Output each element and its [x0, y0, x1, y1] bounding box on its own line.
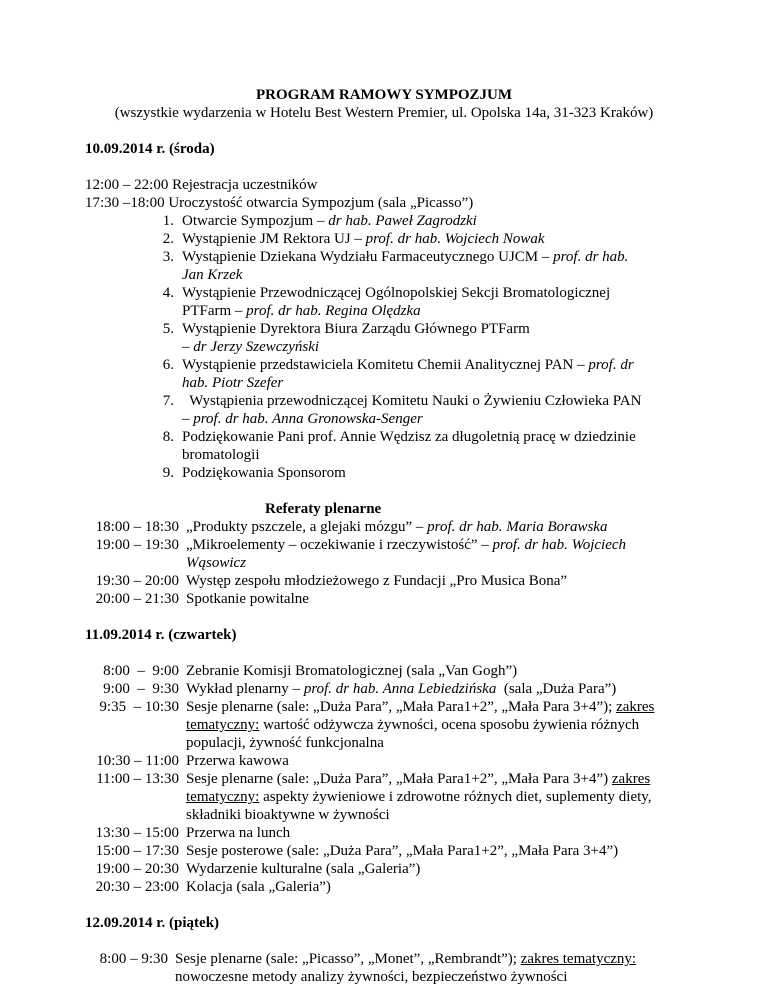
- list-number: 4.: [162, 285, 174, 301]
- plenary-item: „Produkty pszczele, a glejaki mózgu” – prof. dr hab. Maria Borawska: [186, 519, 608, 535]
- time: 9:00 – 9:30: [103, 681, 179, 697]
- time: 17:30 –18:00: [85, 195, 165, 211]
- day1-opening: [85, 194, 473, 212]
- list-item-continuation: bromatologii: [182, 447, 260, 463]
- plenary-item: „Mikroelementy – oczekiwanie i rzeczywistość” – prof. dr hab. Wojciech: [186, 537, 627, 553]
- list-number: 7.: [162, 393, 174, 409]
- schedule-item-continuation: populacji, żywność funkcjonalna: [186, 735, 384, 751]
- list-item-continuation: hab. Piotr Szefer: [182, 375, 284, 391]
- schedule-item: Przerwa kawowa: [186, 753, 289, 769]
- list-item: Otwarcie Sympozjum – dr hab. Paweł Zagrodzki: [182, 213, 477, 229]
- page-subtitle: (wszystkie wydarzenia w Hotelu Best Western Premier, ul. Opolska 14a, 31-323 Kraków): [114, 105, 654, 121]
- schedule-item: Wykład plenarny – prof. dr hab. Anna Lebiedzińska (sala „Duża Para”): [186, 681, 617, 697]
- plenary-heading: Referaty plenarne: [265, 501, 382, 517]
- time: 8:00 – 9:00: [103, 663, 179, 679]
- time: 19:00 – 19:30: [95, 537, 179, 553]
- schedule-item-continuation: nowoczesne metody analizy żywności, bezpieczeństwo żywności: [175, 969, 568, 985]
- schedule-item: Przerwa na lunch: [186, 825, 291, 841]
- list-item: Wystąpienie Dziekana Wydziału Farmaceutycznego UJCM – prof. dr hab.: [182, 249, 629, 265]
- schedule-item: Sesje plenarne (sale: „Duża Para”, „Mała Para1+2”, „Mała Para 3+4”) zakres: [186, 771, 651, 787]
- list-number: 1.: [162, 213, 174, 229]
- event-text: Uroczystość otwarcia Sympozjum (sala „Picasso”): [168, 195, 474, 211]
- list-number: 3.: [162, 249, 174, 265]
- plenary-item: Spotkanie powitalne: [186, 591, 309, 607]
- list-number: 6.: [162, 357, 174, 373]
- day1-heading: 10.09.2014 r. (środa): [85, 141, 215, 157]
- time: 9:35 – 10:30: [99, 699, 179, 715]
- time: 18:00 – 18:30: [95, 519, 179, 535]
- page-title: PROGRAM RAMOWY SYMPOZJUM: [255, 87, 513, 103]
- schedule-item: Sesje plenarne (sale: „Picasso”, „Monet”, „Rembrandt”); zakres tematyczny:: [175, 951, 637, 967]
- list-item-continuation: – dr Jerzy Szewczyński: [182, 339, 320, 355]
- time: 19:30 – 20:00: [95, 573, 179, 589]
- list-item: Wystąpienie Przewodniczącej Ogólnopolskiej Sekcji Bromatologicznej: [182, 285, 611, 301]
- list-number: 9.: [162, 465, 174, 481]
- list-item: Podziękowania Sponsorom: [182, 465, 346, 481]
- schedule-item-continuation: tematyczny: aspekty żywieniowe i zdrowotne różnych diet, suplementy diety,: [186, 789, 652, 805]
- time: 10:30 – 11:00: [96, 753, 179, 769]
- list-item: Podziękowanie Pani prof. Annie Wędzisz za długoletnią pracę w dziedzinie: [182, 429, 636, 445]
- time: 19:00 – 20:30: [95, 861, 179, 877]
- list-item: Wystąpienie Dyrektora Biura Zarządu Głównego PTFarm: [182, 321, 530, 337]
- schedule-item: Kolacja (sala „Galeria”): [186, 879, 331, 895]
- schedule-item-continuation: składniki bioaktywne w żywności: [186, 807, 390, 823]
- time: 11:00 – 13:30: [96, 771, 179, 787]
- time: 20:00 – 21:30: [95, 591, 179, 607]
- schedule-item-continuation: tematyczny: wartość odżywcza żywności, ocena sposobu żywienia różnych: [186, 717, 640, 733]
- time: 12:00 – 22:00: [85, 177, 169, 193]
- time: 8:00 – 9:30: [99, 951, 168, 967]
- schedule-item: Wydarzenie kulturalne (sala „Galeria”): [186, 861, 421, 877]
- time: 20:30 – 23:00: [95, 879, 179, 895]
- event-text: Rejestracja uczestników: [172, 177, 318, 193]
- schedule-item: Sesje posterowe (sale: „Duża Para”, „Mała Para1+2”, „Mała Para 3+4”): [186, 843, 619, 859]
- time: 15:00 – 17:30: [95, 843, 179, 859]
- list-item-continuation: – prof. dr hab. Anna Gronowska-Senger: [182, 411, 423, 427]
- plenary-item: Występ zespołu młodzieżowego z Fundacji „Pro Musica Bona”: [186, 573, 568, 589]
- time: 13:30 – 15:00: [95, 825, 179, 841]
- schedule-item: Sesje plenarne (sale: „Duża Para”, „Mała Para1+2”, „Mała Para 3+4”); zakres: [186, 699, 655, 715]
- day1-registration: [85, 176, 317, 194]
- list-number: 8.: [162, 429, 174, 445]
- list-item-continuation: PTFarm – prof. dr hab. Regina Olędzka: [182, 303, 421, 319]
- list-item: Wystąpienie przedstawiciela Komitetu Chemii Analitycznej PAN – prof. dr: [182, 357, 634, 373]
- list-number: 2.: [162, 231, 174, 247]
- day2-heading: 11.09.2014 r. (czwartek): [85, 627, 237, 643]
- day3-heading: 12.09.2014 r. (piątek): [85, 915, 220, 931]
- plenary-item-continuation: Wąsowicz: [186, 555, 246, 571]
- list-item: Wystąpienia przewodniczącej Komitetu Nauki o Żywieniu Człowieka PAN: [182, 393, 642, 409]
- list-item: Wystąpienie JM Rektora UJ – prof. dr hab. Wojciech Nowak: [182, 231, 545, 247]
- list-item-continuation: Jan Krzek: [182, 267, 243, 283]
- list-number: 5.: [162, 321, 174, 337]
- schedule-item: Zebranie Komisji Bromatologicznej (sala „Van Gogh”): [186, 663, 518, 679]
